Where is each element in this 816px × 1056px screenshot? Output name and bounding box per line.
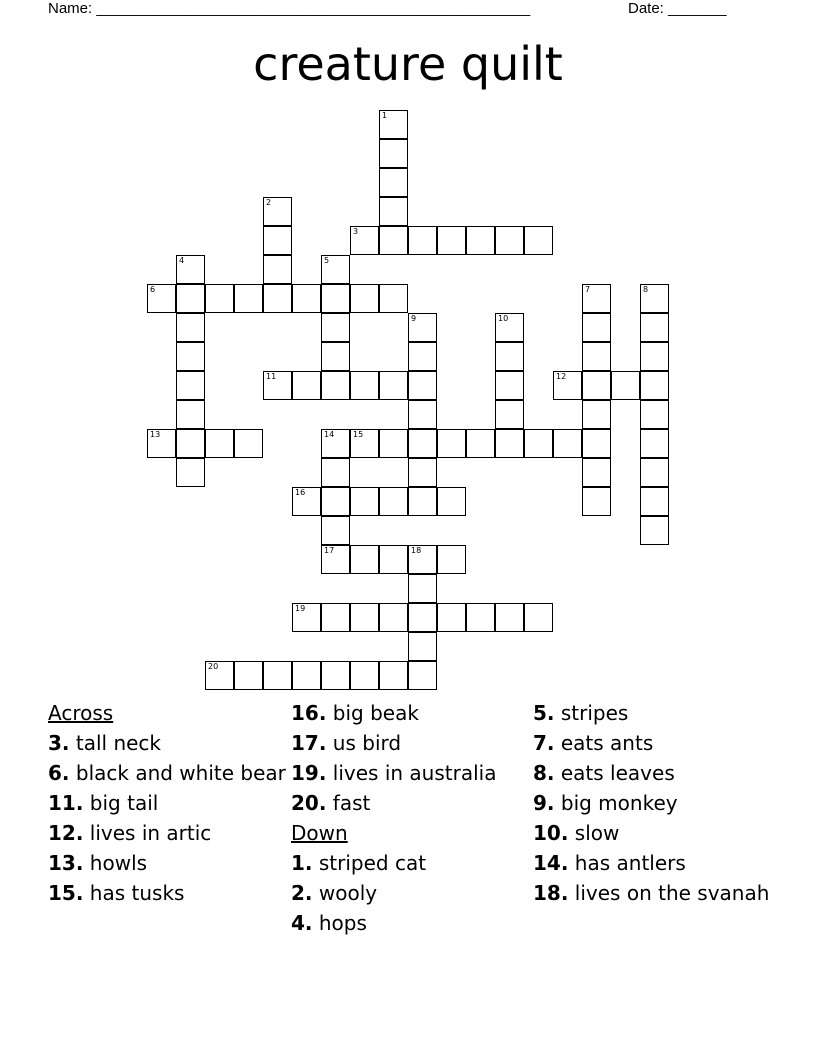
clue-number: 18 [411, 546, 422, 555]
across-clue [48, 762, 288, 785]
date-label: Date: [628, 0, 664, 17]
grid-cell[interactable] [495, 400, 524, 429]
grid-cell[interactable] [640, 371, 669, 400]
clue-label-number: 15. [48, 881, 84, 905]
grid-cell[interactable] [524, 603, 553, 632]
down-clue [533, 702, 773, 725]
clue-number: 20 [208, 662, 219, 671]
grid-cell[interactable] [379, 284, 408, 313]
grid-cell[interactable] [350, 226, 379, 255]
clue-label-number: 13. [48, 851, 84, 875]
grid-cell[interactable] [582, 429, 611, 458]
clue-number: 14 [324, 430, 335, 439]
grid-cell[interactable] [379, 661, 408, 690]
clue-text: hops [318, 911, 367, 935]
grid-cell[interactable] [640, 516, 669, 545]
down-clue [533, 882, 773, 905]
clue-text: slow [574, 821, 620, 845]
grid-cell[interactable] [466, 603, 495, 632]
clue-text: eats leaves [560, 761, 675, 785]
grid-cell[interactable] [263, 284, 292, 313]
clue-number: 6 [150, 285, 156, 294]
grid-cell[interactable] [437, 429, 466, 458]
down-heading: Down [291, 821, 348, 845]
clue-text: lives on the svanah [574, 881, 770, 905]
grid-cell[interactable] [495, 429, 524, 458]
grid-cell[interactable] [553, 371, 582, 400]
clue-text: big tail [89, 791, 159, 815]
page-title: creature quilt [253, 37, 563, 91]
grid-cell[interactable] [379, 429, 408, 458]
grid-cell[interactable] [379, 110, 408, 139]
clue-label-number: 2. [291, 881, 313, 905]
grid-cell[interactable] [350, 661, 379, 690]
grid-cell[interactable] [408, 545, 437, 574]
clue-text: wooly [318, 881, 378, 905]
grid-cell[interactable] [379, 603, 408, 632]
clue-label-number: 1. [291, 851, 313, 875]
clue-label-number: 17. [291, 731, 327, 755]
name-blank[interactable]: ____________________________________________________ [96, 0, 531, 17]
clue-text: lives in artic [89, 821, 212, 845]
clue-label-number: 5. [533, 701, 555, 725]
clue-number: 9 [411, 314, 417, 323]
grid-cell[interactable] [176, 284, 205, 313]
grid-cell[interactable] [321, 342, 350, 371]
clue-label-number: 10. [533, 821, 569, 845]
across-heading: Across [48, 701, 114, 725]
date-blank[interactable]: _______ [668, 0, 727, 17]
grid-cell[interactable] [640, 313, 669, 342]
clue-number: 19 [295, 604, 306, 613]
grid-cell[interactable] [640, 400, 669, 429]
clue-text: lives in australia [332, 761, 497, 785]
grid-cell[interactable] [321, 429, 350, 458]
grid-cell[interactable] [437, 487, 466, 516]
grid-cell[interactable] [582, 458, 611, 487]
grid-cell[interactable] [379, 545, 408, 574]
clue-number: 17 [324, 546, 335, 555]
clue-label-number: 19. [291, 761, 327, 785]
grid-cell[interactable] [495, 371, 524, 400]
grid-cell[interactable] [292, 371, 321, 400]
clue-number: 5 [324, 256, 330, 265]
grid-cell[interactable] [321, 545, 350, 574]
down-clue [533, 822, 773, 845]
grid-cell[interactable] [640, 487, 669, 516]
clue-label-number: 6. [48, 761, 70, 785]
clue-number: 3 [353, 227, 359, 236]
clue-label-number: 9. [533, 791, 555, 815]
grid-cell[interactable] [495, 313, 524, 342]
grid-cell[interactable] [263, 255, 292, 284]
clue-number: 7 [585, 285, 591, 294]
grid-cell[interactable] [176, 313, 205, 342]
grid-cell[interactable] [292, 284, 321, 313]
grid-cell[interactable] [495, 226, 524, 255]
grid-cell[interactable] [582, 313, 611, 342]
down-clue [291, 912, 531, 935]
across-clue [48, 792, 288, 815]
grid-cell[interactable] [234, 429, 263, 458]
down-clue [533, 852, 773, 875]
down-clue [291, 852, 531, 875]
clue-column-1 [48, 702, 288, 912]
grid-cell[interactable] [379, 139, 408, 168]
grid-cell[interactable] [408, 371, 437, 400]
grid-cell[interactable] [408, 313, 437, 342]
clue-label-number: 16. [291, 701, 327, 725]
clue-text: fast [332, 791, 371, 815]
clue-text: stripes [560, 701, 629, 725]
grid-cell[interactable] [582, 342, 611, 371]
clue-label-number: 4. [291, 911, 313, 935]
grid-cell[interactable] [321, 603, 350, 632]
across-clue [48, 732, 288, 755]
down-clue [533, 762, 773, 785]
grid-cell[interactable] [524, 429, 553, 458]
clue-column-2 [291, 702, 531, 942]
clue-number: 12 [556, 372, 567, 381]
grid-cell[interactable] [205, 661, 234, 690]
grid-cell[interactable] [350, 487, 379, 516]
down-clue [533, 732, 773, 755]
grid-cell[interactable] [408, 661, 437, 690]
across-clue [291, 762, 531, 785]
grid-cell[interactable] [321, 458, 350, 487]
clue-number: 4 [179, 256, 185, 265]
grid-cell[interactable] [437, 545, 466, 574]
clue-text: has tusks [89, 881, 185, 905]
grid-cell[interactable] [263, 371, 292, 400]
grid-cell[interactable] [553, 429, 582, 458]
grid-cell[interactable] [176, 255, 205, 284]
grid-cell[interactable] [582, 487, 611, 516]
clue-label-number: 20. [291, 791, 327, 815]
grid-cell[interactable] [466, 226, 495, 255]
clue-label-number: 12. [48, 821, 84, 845]
grid-cell[interactable] [408, 342, 437, 371]
clue-column-3 [533, 702, 773, 912]
clue-text: us bird [332, 731, 402, 755]
clue-label-number: 8. [533, 761, 555, 785]
grid-cell[interactable] [205, 429, 234, 458]
grid-cell[interactable] [495, 342, 524, 371]
across-clue [48, 852, 288, 875]
grid-cell[interactable] [408, 458, 437, 487]
across-clue [291, 792, 531, 815]
grid-cell[interactable] [379, 371, 408, 400]
across-clue [48, 882, 288, 905]
grid-cell[interactable] [582, 371, 611, 400]
across-clue [291, 732, 531, 755]
grid-cell[interactable] [350, 603, 379, 632]
grid-cell[interactable] [437, 226, 466, 255]
grid-cell[interactable] [640, 429, 669, 458]
grid-cell[interactable] [408, 226, 437, 255]
grid-cell[interactable] [408, 574, 437, 603]
grid-cell[interactable] [321, 487, 350, 516]
clue-number: 1 [382, 111, 388, 120]
grid-cell[interactable] [321, 516, 350, 545]
grid-cell[interactable] [321, 255, 350, 284]
grid-cell[interactable] [466, 429, 495, 458]
grid-cell[interactable] [350, 371, 379, 400]
grid-cell[interactable] [640, 458, 669, 487]
grid-cell[interactable] [524, 226, 553, 255]
across-clue [48, 822, 288, 845]
clue-number: 2 [266, 198, 272, 207]
grid-cell[interactable] [350, 429, 379, 458]
clue-label-number: 7. [533, 731, 555, 755]
across-clue [291, 702, 531, 725]
clue-text: big monkey [560, 791, 678, 815]
grid-cell[interactable] [176, 371, 205, 400]
grid-cell[interactable] [176, 342, 205, 371]
clue-text: has antlers [574, 851, 686, 875]
clue-number: 8 [643, 285, 649, 294]
grid-cell[interactable] [176, 429, 205, 458]
grid-cell[interactable] [408, 603, 437, 632]
clue-text: black and white bear [75, 761, 286, 785]
grid-cell[interactable] [408, 487, 437, 516]
grid-cell[interactable] [582, 284, 611, 313]
grid-cell[interactable] [640, 284, 669, 313]
grid-cell[interactable] [263, 197, 292, 226]
clue-number: 16 [295, 488, 306, 497]
clue-label-number: 11. [48, 791, 84, 815]
grid-cell[interactable] [147, 284, 176, 313]
clue-number: 10 [498, 314, 509, 323]
grid-cell[interactable] [321, 313, 350, 342]
grid-cell[interactable] [495, 603, 524, 632]
down-clue [533, 792, 773, 815]
grid-cell[interactable] [234, 284, 263, 313]
grid-cell[interactable] [350, 545, 379, 574]
clue-label-number: 18. [533, 881, 569, 905]
clue-label-number: 3. [48, 731, 70, 755]
clue-text: striped cat [318, 851, 427, 875]
grid-cell[interactable] [379, 197, 408, 226]
grid-cell[interactable] [582, 400, 611, 429]
grid-cell[interactable] [263, 226, 292, 255]
grid-cell[interactable] [321, 661, 350, 690]
down-clue [291, 882, 531, 905]
grid-cell[interactable] [640, 342, 669, 371]
clue-label-number: 14. [533, 851, 569, 875]
grid-cell[interactable] [379, 487, 408, 516]
grid-cell[interactable] [234, 661, 263, 690]
clue-text: tall neck [75, 731, 162, 755]
grid-cell[interactable] [321, 371, 350, 400]
clue-text: big beak [332, 701, 419, 725]
clue-text: howls [89, 851, 148, 875]
grid-cell[interactable] [292, 487, 321, 516]
grid-cell[interactable] [147, 429, 176, 458]
grid-cell[interactable] [379, 168, 408, 197]
grid-cell[interactable] [176, 458, 205, 487]
clue-number: 13 [150, 430, 161, 439]
grid-cell[interactable] [437, 603, 466, 632]
grid-cell[interactable] [292, 603, 321, 632]
grid-cell[interactable] [379, 226, 408, 255]
clue-number: 11 [266, 372, 277, 381]
name-label: Name: [48, 0, 93, 17]
clue-number: 15 [353, 430, 364, 439]
grid-cell[interactable] [176, 400, 205, 429]
grid-cell[interactable] [408, 632, 437, 661]
grid-cell[interactable] [611, 371, 640, 400]
grid-cell[interactable] [408, 429, 437, 458]
grid-cell[interactable] [263, 661, 292, 690]
grid-cell[interactable] [205, 284, 234, 313]
grid-cell[interactable] [292, 661, 321, 690]
grid-cell[interactable] [350, 284, 379, 313]
grid-cell[interactable] [408, 400, 437, 429]
clue-text: eats ants [560, 731, 654, 755]
grid-cell[interactable] [321, 284, 350, 313]
